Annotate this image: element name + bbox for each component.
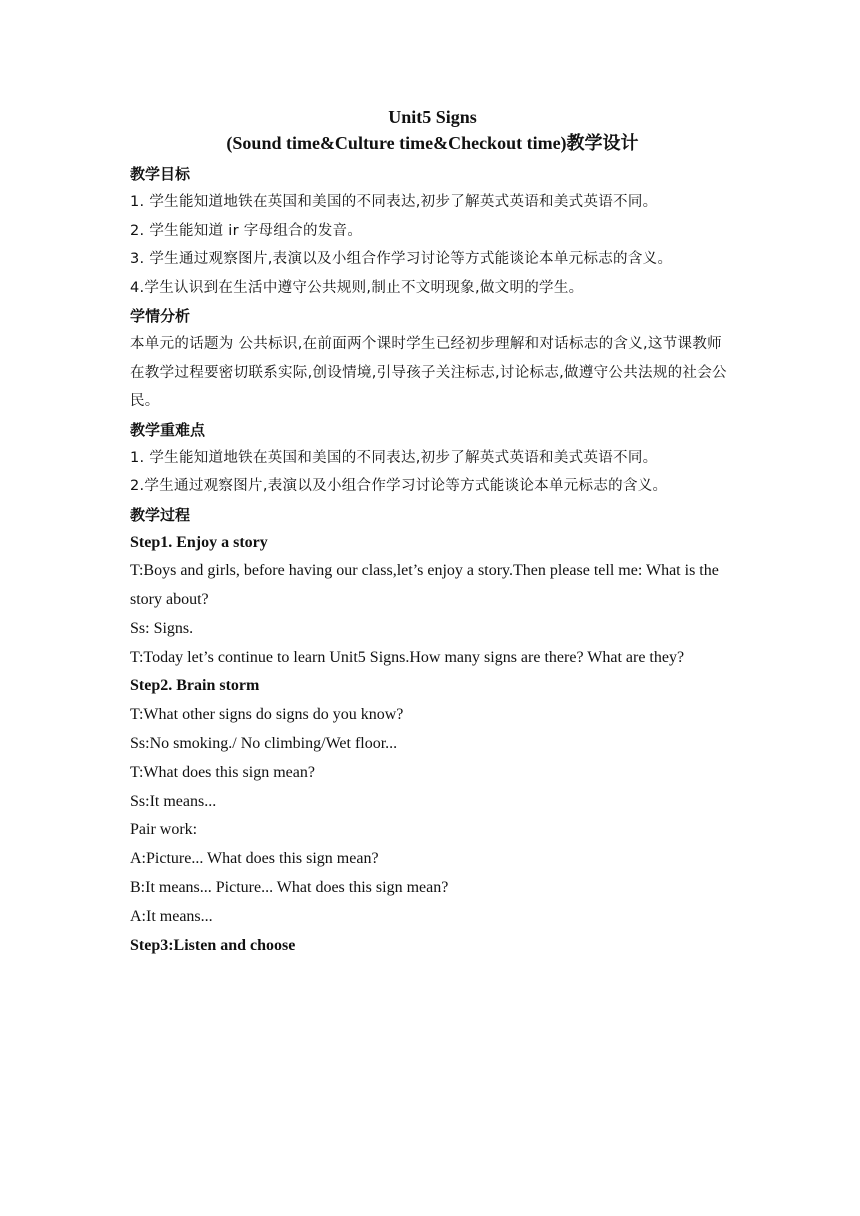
step2-line-6: A:Picture... What does this sign mean?	[130, 850, 379, 868]
step1-line-3: T:Today let’s continue to learn Unit5 Signs.How many signs are there? What are they?	[130, 648, 685, 666]
step2-title: Step2. Brain storm	[130, 677, 260, 695]
document-body	[130, 104, 735, 960]
objectives-heading: 教学目标	[130, 165, 191, 183]
document-title: Unit5 Signs	[388, 107, 477, 127]
analysis-heading: 学情分析	[130, 307, 191, 325]
step2-line-5: Pair work:	[130, 821, 198, 839]
key-points-heading: 教学重难点	[130, 420, 206, 439]
document-subtitle: (Sound time&Culture time&Checkout time)教学设计	[226, 133, 639, 153]
key-point-item-1: 1. 学生能知道地铁在英国和美国的不同表达,初步了解英式英语和美式英语不同。	[130, 449, 658, 466]
objective-item-4: 4.学生认识到在生活中遵守公共规则,制止不文明现象,做文明的学生。	[130, 279, 584, 296]
key-point-item-2: 2.学生通过观察图片,表演以及小组合作学习讨论等方式能谈论本单元标志的含义。	[130, 478, 668, 494]
objective-item-1: 1. 学生能知道地铁在英国和美国的不同表达,初步了解英式英语和美式英语不同。	[130, 194, 658, 210]
step2-line-1: T:What other signs do signs do you know?	[130, 706, 404, 724]
step2-line-4: Ss:It means...	[130, 792, 217, 810]
step2-line-7: B:It means... Picture... What does this sign mean?	[130, 879, 449, 897]
analysis-text: 本单元的话题为 公共标识,在前面两个课时学生已经初步理解和对话标志的含义,这节课教师在教学过程要密切联系实际,创设情境,引导孩子关注标志,讨论标志,做遵守公共法规的社会公民。	[130, 336, 727, 409]
step3-title: Step3:Listen and choose	[130, 936, 296, 954]
step2-line-8: A:It means...	[130, 907, 213, 925]
step1-line-1: T:Boys and girls, before having our class,let’s enjoy a story.Then please tell me: What is the story about?	[130, 562, 719, 609]
step1-title: Step1. Enjoy a story	[130, 533, 268, 551]
step2-line-3: T:What does this sign mean?	[130, 763, 315, 781]
step1-line-2: Ss: Signs.	[130, 619, 194, 637]
objective-item-2: 2. 学生能知道 ir 字母组合的发音。	[130, 222, 363, 239]
objective-item-3: 3. 学生通过观察图片,表演以及小组合作学习讨论等方式能谈论本单元标志的含义。	[130, 251, 673, 267]
step2-line-2: Ss:No smoking./ No climbing/Wet floor...	[130, 735, 398, 753]
process-heading: 教学过程	[130, 505, 191, 524]
